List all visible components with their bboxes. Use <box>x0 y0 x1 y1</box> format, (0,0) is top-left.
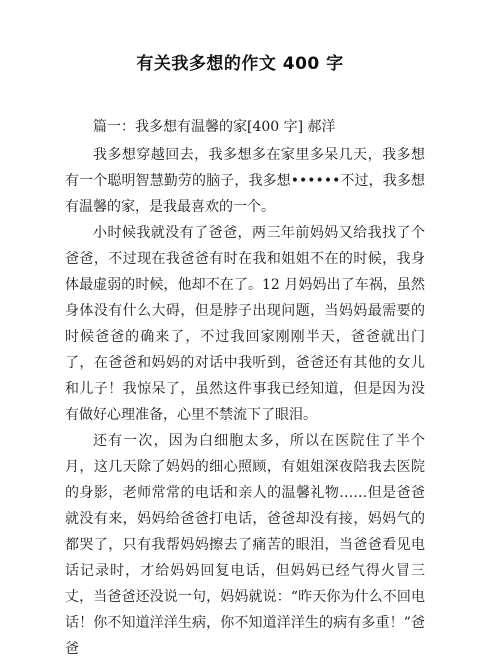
document-title: 有关我多想的作文 400 字 <box>136 54 344 74</box>
essay-subtitle: 篇一：我多想有温馨的家[400 字] 郝洋 <box>93 119 336 135</box>
paragraph-1: 我多想穿越回去，我多想多在家里多呆几天，我多想有一个聪明智慧勤劳的脑子，我多想••••••不过，我多想有温馨的家，是我最喜欢的一个。 <box>65 147 425 215</box>
document-body <box>65 114 425 662</box>
paragraph-2: 小时候我就没有了爸爸，两三年前妈妈又给我找了个爸爸，不过现在我爸爸有时在我和姐姐不在的时候，我身体最虚弱的时候，他却不在了。12 月妈妈出了车祸，虽然身体没有什么大碍，但是脖子出现问题，当妈妈最需要的时候爸爸的确来了，不过我回家刚刚半天，爸爸就出门了，在爸爸和妈妈的对话中我听到，爸爸还有其他的女儿和儿子！我惊呆了，虽然这件事我已经知道，但是因为没有做好心理准备，心里不禁流下了眼泪。 <box>65 225 425 423</box>
paragraph-3: 还有一次，因为白细胞太多，所以在医院住了半个月，这几天除了妈妈的细心照顾，有姐姐深夜陪我去医院的身影，老师常常的电话和亲人的温馨礼物……但是爸爸就没有来，妈妈给爸爸打电话，爸爸却没有接，妈妈气的都哭了，只有我帮妈妈擦去了痛苦的眼泪，当爸爸看见电话记录时，才给妈妈回复电话，但妈妈已经气得火冒三丈，当爸爸还没说一句，妈妈就说：“昨天你为什么不回电话！你不知道洋洋生病，你不知道洋洋生的病有多重！”爸爸 <box>65 433 425 657</box>
